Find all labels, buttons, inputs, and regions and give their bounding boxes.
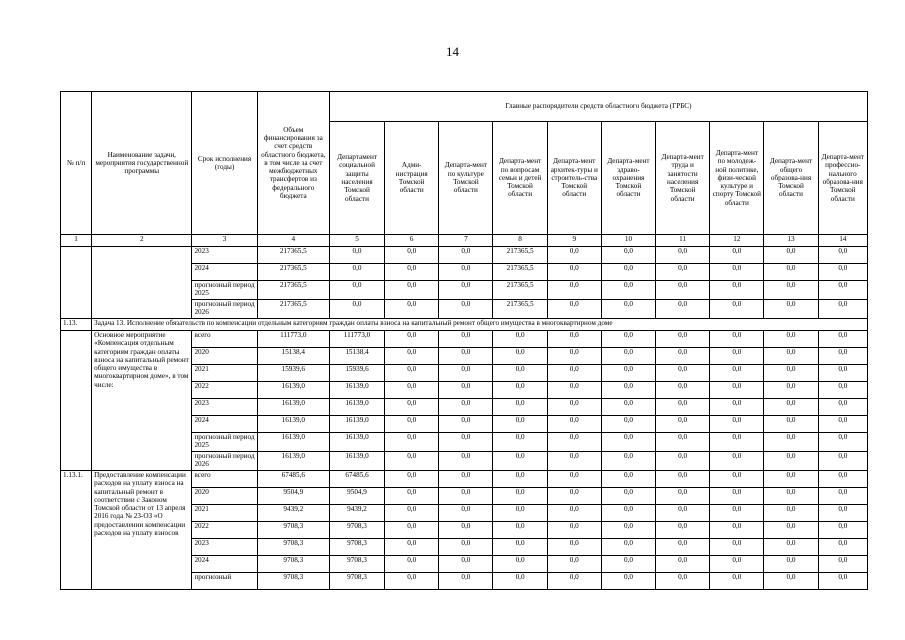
term-cell: 2024: [192, 416, 257, 433]
header-grbs-6: Департа-мент здраво-охранения Томской области: [601, 122, 655, 235]
value-cell: 0,0: [439, 556, 493, 573]
value-cell: 0,0: [818, 522, 867, 539]
value-cell: 0,0: [710, 471, 764, 488]
value-cell: 0,0: [547, 247, 601, 264]
value-cell: 0,0: [656, 264, 710, 281]
value-cell: 0,0: [764, 264, 818, 281]
value-cell: 217365,5: [257, 300, 329, 319]
value-cell: 0,0: [710, 573, 764, 590]
header-grbs-group: Главные распорядители средств областного бюджета (ГРБС): [329, 92, 867, 122]
value-cell: 0,0: [601, 382, 655, 399]
value-cell: 0,0: [764, 382, 818, 399]
value-cell: 0,0: [439, 281, 493, 300]
header-grbs-3: Департа-мент по культуре Томской области: [439, 122, 493, 235]
value-cell: 0,0: [439, 382, 493, 399]
value-cell: 0,0: [710, 365, 764, 382]
value-cell: 0,0: [818, 433, 867, 452]
column-number: 4: [257, 235, 329, 247]
value-cell: 0,0: [764, 331, 818, 348]
value-cell: 0,0: [439, 247, 493, 264]
value-cell: 0,0: [656, 505, 710, 522]
value-cell: 0,0: [385, 471, 439, 488]
value-cell: 0,0: [656, 471, 710, 488]
value-cell: 0,0: [385, 264, 439, 281]
value-cell: 0,0: [818, 281, 867, 300]
value-cell: 16139,0: [257, 452, 329, 471]
value-cell: 0,0: [547, 539, 601, 556]
value-cell: 15138,4: [257, 348, 329, 365]
value-cell: 0,0: [656, 488, 710, 505]
value-cell: 9708,3: [257, 573, 329, 590]
value-cell: 0,0: [493, 556, 547, 573]
value-cell: 9708,3: [329, 539, 384, 556]
value-cell: 9439,2: [329, 505, 384, 522]
event-name: Основное мероприятие «Компенсация отдельным категориям граждан оплаты взноса на капитальный ремонт общего имущества в многоквартирном доме», в том числе:: [92, 331, 192, 471]
header-grbs-1: Департамент социальной защиты населения Томской области: [329, 122, 384, 235]
column-number: 13: [764, 235, 818, 247]
value-cell: 217365,5: [257, 281, 329, 300]
value-cell: 0,0: [818, 247, 867, 264]
value-cell: 0,0: [601, 522, 655, 539]
value-cell: 9708,3: [257, 539, 329, 556]
value-cell: 0,0: [601, 264, 655, 281]
value-cell: 0,0: [547, 573, 601, 590]
header-grbs-9: Департа-мент общего образова-ния Томской области: [764, 122, 818, 235]
value-cell: 0,0: [710, 522, 764, 539]
header-grbs-7: Департа-мент труда и занятости населения Томской области: [656, 122, 710, 235]
header-number: № п/п: [61, 92, 92, 235]
table-row: [61, 331, 868, 348]
value-cell: 0,0: [385, 539, 439, 556]
term-cell: прогнозный период 2026: [192, 452, 257, 471]
value-cell: 0,0: [547, 365, 601, 382]
column-number: 7: [439, 235, 493, 247]
value-cell: 9504,9: [329, 488, 384, 505]
value-cell: 0,0: [710, 505, 764, 522]
value-cell: 9504,9: [257, 488, 329, 505]
header-grbs-8: Департа-мент по молодеж-ной политике, физи-ческой культуре и спорту Томской области: [710, 122, 764, 235]
column-number: 6: [385, 235, 439, 247]
value-cell: 0,0: [710, 348, 764, 365]
column-number: 12: [710, 235, 764, 247]
value-cell: 0,0: [710, 416, 764, 433]
value-cell: 16139,0: [257, 382, 329, 399]
row-number: 1.13.1.: [61, 471, 92, 590]
term-cell: прогнозный период 2025: [192, 281, 257, 300]
value-cell: 0,0: [656, 433, 710, 452]
task-row: [61, 319, 868, 331]
term-cell: 2023: [192, 539, 257, 556]
value-cell: 0,0: [385, 556, 439, 573]
value-cell: 0,0: [601, 488, 655, 505]
column-number: 1: [61, 235, 92, 247]
value-cell: 0,0: [818, 365, 867, 382]
value-cell: 217365,5: [493, 281, 547, 300]
value-cell: 0,0: [710, 264, 764, 281]
value-cell: 0,0: [385, 416, 439, 433]
value-cell: 0,0: [547, 382, 601, 399]
value-cell: 0,0: [710, 331, 764, 348]
value-cell: 0,0: [329, 264, 384, 281]
table-row: [61, 471, 868, 488]
value-cell: 0,0: [329, 281, 384, 300]
column-number: 9: [547, 235, 601, 247]
value-cell: 9708,3: [329, 556, 384, 573]
value-cell: 217365,5: [493, 247, 547, 264]
value-cell: 67485,6: [257, 471, 329, 488]
value-cell: 0,0: [385, 505, 439, 522]
value-cell: 0,0: [656, 539, 710, 556]
value-cell: 0,0: [656, 416, 710, 433]
value-cell: 9708,3: [257, 556, 329, 573]
value-cell: 0,0: [601, 281, 655, 300]
value-cell: 0,0: [656, 247, 710, 264]
value-cell: 0,0: [547, 416, 601, 433]
value-cell: 0,0: [764, 522, 818, 539]
value-cell: 217365,5: [493, 300, 547, 319]
value-cell: 0,0: [601, 505, 655, 522]
value-cell: 0,0: [385, 247, 439, 264]
value-cell: 0,0: [710, 399, 764, 416]
value-cell: 0,0: [818, 382, 867, 399]
value-cell: 217365,5: [493, 264, 547, 281]
value-cell: 0,0: [818, 539, 867, 556]
value-cell: 0,0: [439, 505, 493, 522]
value-cell: 16139,0: [257, 399, 329, 416]
row-number: [61, 331, 92, 471]
value-cell: 0,0: [385, 452, 439, 471]
value-cell: 0,0: [710, 539, 764, 556]
header-grbs-4: Департа-мент по вопросам семьи и детей Томской области: [493, 122, 547, 235]
value-cell: 0,0: [493, 399, 547, 416]
value-cell: 67485,6: [329, 471, 384, 488]
value-cell: 0,0: [656, 365, 710, 382]
value-cell: 0,0: [656, 331, 710, 348]
value-cell: 0,0: [818, 300, 867, 319]
value-cell: 0,0: [385, 331, 439, 348]
value-cell: 16139,0: [257, 416, 329, 433]
value-cell: 0,0: [764, 348, 818, 365]
value-cell: 0,0: [818, 416, 867, 433]
value-cell: 0,0: [601, 399, 655, 416]
value-cell: 0,0: [764, 365, 818, 382]
value-cell: 0,0: [547, 488, 601, 505]
value-cell: 0,0: [493, 488, 547, 505]
value-cell: 0,0: [656, 556, 710, 573]
value-cell: 0,0: [493, 573, 547, 590]
value-cell: 0,0: [601, 573, 655, 590]
value-cell: 0,0: [439, 348, 493, 365]
value-cell: 0,0: [493, 433, 547, 452]
term-cell: всего: [192, 471, 257, 488]
value-cell: 0,0: [656, 399, 710, 416]
value-cell: 217365,5: [257, 264, 329, 281]
value-cell: 0,0: [818, 471, 867, 488]
value-cell: 0,0: [656, 522, 710, 539]
value-cell: 0,0: [439, 433, 493, 452]
value-cell: 0,0: [710, 247, 764, 264]
value-cell: 0,0: [439, 264, 493, 281]
term-cell: 2020: [192, 348, 257, 365]
value-cell: 0,0: [439, 300, 493, 319]
value-cell: 0,0: [547, 331, 601, 348]
value-cell: 0,0: [439, 488, 493, 505]
value-cell: 0,0: [818, 573, 867, 590]
value-cell: 0,0: [385, 399, 439, 416]
value-cell: 0,0: [764, 573, 818, 590]
row-number: [61, 247, 92, 319]
value-cell: 0,0: [385, 488, 439, 505]
value-cell: 0,0: [493, 452, 547, 471]
value-cell: 0,0: [493, 471, 547, 488]
value-cell: 9708,3: [329, 522, 384, 539]
value-cell: 0,0: [764, 556, 818, 573]
value-cell: 111773,0: [329, 331, 384, 348]
value-cell: 0,0: [385, 573, 439, 590]
value-cell: 0,0: [656, 348, 710, 365]
header-grbs-10: Департа-мент профессио-нального образова-ния Томской области: [818, 122, 867, 235]
value-cell: 16139,0: [329, 416, 384, 433]
column-number: 11: [656, 235, 710, 247]
header-grbs-2: Адми-нистрация Томской области: [385, 122, 439, 235]
value-cell: 0,0: [439, 365, 493, 382]
value-cell: 0,0: [764, 452, 818, 471]
value-cell: 0,0: [656, 281, 710, 300]
value-cell: 0,0: [439, 331, 493, 348]
value-cell: 0,0: [656, 382, 710, 399]
term-cell: 2021: [192, 365, 257, 382]
event-name: [92, 247, 192, 319]
value-cell: 0,0: [656, 452, 710, 471]
column-number: 10: [601, 235, 655, 247]
value-cell: 0,0: [710, 452, 764, 471]
value-cell: 0,0: [547, 452, 601, 471]
value-cell: 0,0: [385, 522, 439, 539]
term-cell: 2023: [192, 247, 257, 264]
value-cell: 0,0: [764, 505, 818, 522]
value-cell: 0,0: [493, 539, 547, 556]
value-cell: 0,0: [764, 399, 818, 416]
task-title: Задача 13. Исполнение обязательств по компенсации отдельным категориям граждан оплаты взноса на капитальный ремонт общего имущества в многоквартирном доме: [92, 319, 868, 331]
value-cell: 0,0: [385, 281, 439, 300]
value-cell: 111773,0: [257, 331, 329, 348]
value-cell: 0,0: [493, 416, 547, 433]
value-cell: 16139,0: [329, 452, 384, 471]
value-cell: 0,0: [818, 348, 867, 365]
header-term: Срок исполнения (годы): [192, 92, 257, 235]
term-cell: прогнозный период 2026: [192, 300, 257, 319]
value-cell: 0,0: [601, 300, 655, 319]
value-cell: 0,0: [818, 452, 867, 471]
value-cell: 0,0: [493, 382, 547, 399]
value-cell: 0,0: [385, 382, 439, 399]
value-cell: 0,0: [656, 573, 710, 590]
value-cell: 16139,0: [329, 399, 384, 416]
term-cell: 2024: [192, 556, 257, 573]
value-cell: 0,0: [601, 365, 655, 382]
value-cell: 0,0: [493, 365, 547, 382]
value-cell: 9439,2: [257, 505, 329, 522]
value-cell: 0,0: [385, 348, 439, 365]
value-cell: 0,0: [764, 471, 818, 488]
value-cell: 0,0: [547, 556, 601, 573]
term-cell: всего: [192, 331, 257, 348]
value-cell: 0,0: [547, 348, 601, 365]
budget-table: [60, 91, 868, 590]
value-cell: 16139,0: [329, 433, 384, 452]
value-cell: 0,0: [818, 331, 867, 348]
column-number: 8: [493, 235, 547, 247]
table-row: [61, 247, 868, 264]
value-cell: 0,0: [710, 433, 764, 452]
value-cell: 0,0: [547, 433, 601, 452]
value-cell: 16139,0: [329, 382, 384, 399]
term-cell: 2022: [192, 382, 257, 399]
value-cell: 0,0: [764, 416, 818, 433]
value-cell: 0,0: [547, 281, 601, 300]
value-cell: 0,0: [547, 522, 601, 539]
header-name: Наименование задачи, мероприятия государственной программы: [92, 92, 192, 235]
header-volume: Объем финансирования за счет средств областного бюджета, в том числе за счет межбюджетных трансфертов из федерального бюджета: [257, 92, 329, 235]
task-number: 1.13.: [61, 319, 92, 331]
value-cell: 217365,5: [257, 247, 329, 264]
value-cell: 0,0: [493, 505, 547, 522]
value-cell: 0,0: [601, 556, 655, 573]
value-cell: 0,0: [764, 488, 818, 505]
term-cell: 2022: [192, 522, 257, 539]
value-cell: 16139,0: [257, 433, 329, 452]
value-cell: 0,0: [439, 573, 493, 590]
term-cell: 2020: [192, 488, 257, 505]
value-cell: 0,0: [493, 348, 547, 365]
value-cell: 0,0: [547, 264, 601, 281]
value-cell: 0,0: [601, 452, 655, 471]
value-cell: 0,0: [764, 281, 818, 300]
value-cell: 0,0: [493, 331, 547, 348]
value-cell: 0,0: [601, 539, 655, 556]
value-cell: 9708,3: [329, 573, 384, 590]
term-cell: прогнозный: [192, 573, 257, 590]
value-cell: 15939,6: [257, 365, 329, 382]
value-cell: 0,0: [439, 399, 493, 416]
event-name: Предоставление компенсации расходов на уплату взноса на капитальный ремонт в соответствии с Законом Томской области от 13 апреля 2016 года № 23-ОЗ «О предоставлении компенсации расходов на уплату взносов: [92, 471, 192, 590]
term-cell: прогнозный период 2025: [192, 433, 257, 452]
value-cell: 0,0: [439, 522, 493, 539]
value-cell: 0,0: [818, 505, 867, 522]
value-cell: 0,0: [764, 247, 818, 264]
value-cell: 0,0: [710, 300, 764, 319]
value-cell: 0,0: [547, 505, 601, 522]
value-cell: 15939,6: [329, 365, 384, 382]
value-cell: 9708,3: [257, 522, 329, 539]
value-cell: 0,0: [601, 331, 655, 348]
value-cell: 0,0: [547, 399, 601, 416]
value-cell: 0,0: [439, 452, 493, 471]
value-cell: 0,0: [385, 300, 439, 319]
value-cell: 0,0: [818, 399, 867, 416]
value-cell: 0,0: [656, 300, 710, 319]
value-cell: 0,0: [764, 539, 818, 556]
value-cell: 0,0: [601, 247, 655, 264]
value-cell: 15138,4: [329, 348, 384, 365]
value-cell: 0,0: [710, 382, 764, 399]
value-cell: 0,0: [439, 416, 493, 433]
column-number: 5: [329, 235, 384, 247]
header-grbs-5: Департа-мент архитек-туры и строитель-ства Томской области: [547, 122, 601, 235]
page-number: 14: [446, 44, 459, 59]
value-cell: 0,0: [385, 365, 439, 382]
value-cell: 0,0: [601, 416, 655, 433]
value-cell: 0,0: [439, 539, 493, 556]
value-cell: 0,0: [710, 488, 764, 505]
value-cell: 0,0: [710, 281, 764, 300]
value-cell: 0,0: [764, 300, 818, 319]
value-cell: 0,0: [385, 433, 439, 452]
column-number: 3: [192, 235, 257, 247]
value-cell: 0,0: [547, 300, 601, 319]
value-cell: 0,0: [818, 556, 867, 573]
value-cell: 0,0: [601, 471, 655, 488]
value-cell: 0,0: [601, 348, 655, 365]
value-cell: 0,0: [439, 471, 493, 488]
value-cell: 0,0: [710, 556, 764, 573]
value-cell: 0,0: [493, 522, 547, 539]
value-cell: 0,0: [547, 471, 601, 488]
value-cell: 0,0: [818, 488, 867, 505]
term-cell: 2023: [192, 399, 257, 416]
value-cell: 0,0: [601, 433, 655, 452]
value-cell: 0,0: [818, 264, 867, 281]
term-cell: 2021: [192, 505, 257, 522]
value-cell: 0,0: [329, 300, 384, 319]
value-cell: 0,0: [764, 433, 818, 452]
value-cell: 0,0: [329, 247, 384, 264]
column-number: 2: [92, 235, 192, 247]
column-number: 14: [818, 235, 867, 247]
term-cell: 2024: [192, 264, 257, 281]
